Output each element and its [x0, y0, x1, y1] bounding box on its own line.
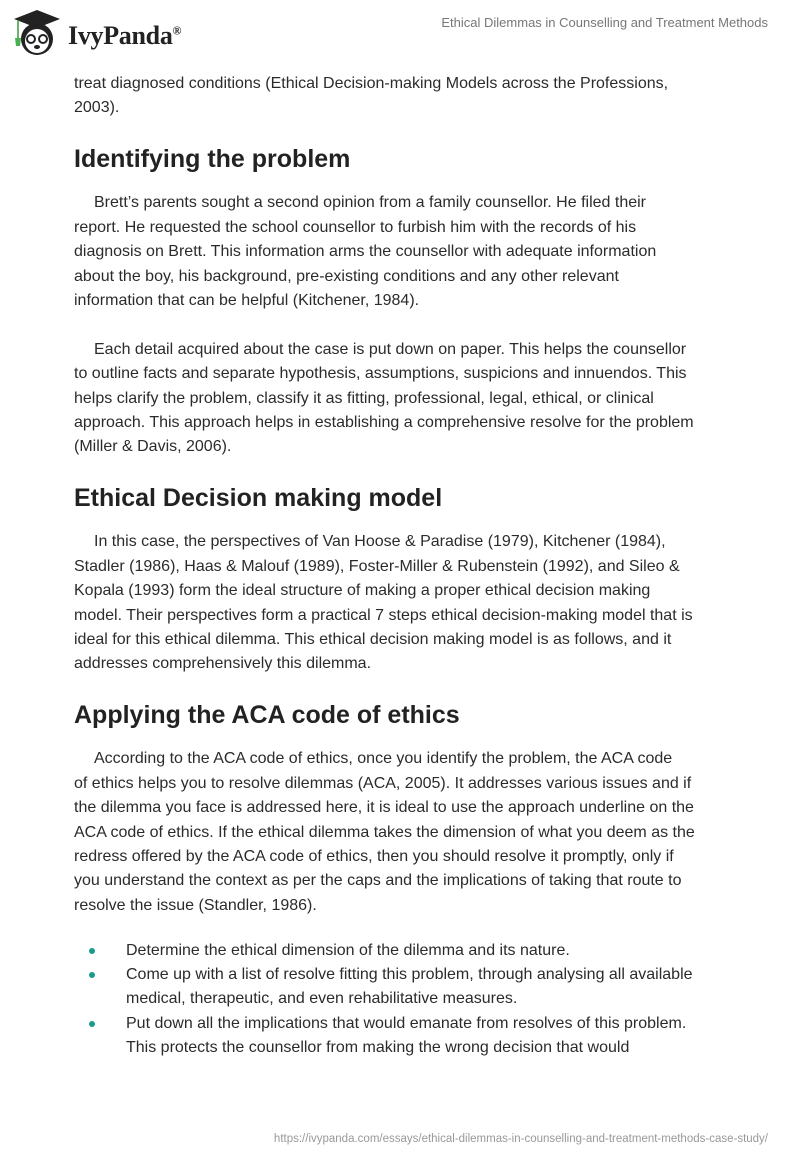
text-line: medical, therapeutic, and even rehabilitative measures.	[126, 990, 518, 1008]
list-item	[74, 939, 734, 963]
text-line: of ethics helps you to resolve dilemmas (ACA, 2005). It addresses various issues and if	[74, 774, 692, 792]
section-heading: Applying the ACA code of ethics	[74, 701, 460, 730]
text-line: report. He requested the school counsellor to furbish him with the records of his	[74, 218, 637, 236]
text-line: Put down all the implications that would emanate from resolves of this problem.	[126, 1014, 687, 1032]
logo-text: IvyPanda	[68, 21, 173, 50]
text-line: about the boy, his background, pre-existing conditions and any other relevant	[74, 267, 619, 285]
text-line: the dilemma you face is addressed here, it is ideal to use the approach underline on the	[74, 799, 694, 817]
text-line: helps clarify the problem, classify it as fitting, professional, legal, ethical, or clinical	[74, 389, 654, 407]
text-line: Kopala (1993) form the ideal structure of making a proper ethical decision making	[74, 582, 651, 600]
text-line: treat diagnosed conditions (Ethical Decision-making Models across the Professions,	[74, 75, 669, 92]
section-heading: Ethical Decision making model	[74, 484, 443, 513]
list-item	[74, 1012, 734, 1061]
text-line: approach. This approach helps in establishing a comprehensive resolve for the problem	[74, 414, 694, 432]
paragraph	[74, 747, 734, 918]
panda-graduate-icon	[12, 8, 62, 58]
paragraph	[74, 338, 734, 460]
text-line: diagnosis on Brett. This information arms the counsellor with adequate information	[74, 243, 657, 261]
text-line: Come up with a list of resolve fitting this problem, through analysing all available	[126, 966, 693, 984]
registered-mark: ®	[172, 23, 182, 38]
text-line: to outline facts and separate hypothesis, assumptions, suspicions and innuendos. This	[74, 365, 687, 383]
text-line: resolve the issue (Standler, 1986).	[74, 896, 317, 914]
text-line: information that can be helpful (Kitchener, 1984).	[74, 291, 420, 309]
text-line: Determine the ethical dimension of the dilemma and its nature.	[126, 941, 570, 959]
text-line: ideal for this ethical dilemma. This ethical decision making model is as follows, and it	[74, 631, 672, 648]
text-line: This protects the counsellor from making the wrong decision that would	[126, 1039, 630, 1057]
intro-paragraph	[74, 72, 734, 121]
text-line: ACA code of ethics. If the ethical dilemma takes the dimension of what you deem as the	[74, 823, 695, 841]
text-line: Stadler (1986), Haas & Malouf (1989), Foster-Miller & Rubenstein (1992), and Sileo &	[74, 557, 680, 575]
paragraph	[74, 191, 734, 313]
bullet-icon	[89, 948, 95, 954]
source-url[interactable]: https://ivypanda.com/essays/ethical-dilemmas-in-counselling-and-treatment-methods-case-study/	[273, 1133, 768, 1145]
text-line: 2003).	[74, 99, 120, 117]
essay-content	[74, 72, 734, 1061]
page-header	[0, 0, 800, 60]
paragraph	[74, 530, 734, 676]
document-title: Ethical Dilemmas in Counselling and Treatment Methods	[441, 15, 768, 30]
list-item	[74, 963, 734, 1012]
text-line: addresses comprehensively this dilemma.	[74, 655, 372, 673]
text-line: In this case, the perspectives of Van Hoose & Paradise (1979), Kitchener (1984),	[94, 533, 666, 551]
bullet-icon	[89, 972, 95, 978]
section-heading: Identifying the problem	[74, 145, 351, 174]
text-line: (Miller & Davis, 2006).	[74, 438, 232, 456]
text-line: redress offered by the ACA code of ethics, then you should resolve it promptly, only if	[74, 847, 674, 865]
text-line: Each detail acquired about the case is put down on paper. This helps the counsellor	[94, 340, 687, 358]
text-line: Brett’s parents sought a second opinion from a family counsellor. He filed their	[94, 194, 646, 212]
ivypanda-logo[interactable]	[12, 8, 181, 58]
text-line: you understand the context as per the caps and the implications of taking that route to	[74, 872, 682, 890]
text-line: model. Their perspectives form a practical 7 steps ethical decision-making model that is	[74, 606, 693, 624]
text-line: According to the ACA code of ethics, once you identify the problem, the ACA code	[94, 750, 673, 768]
bullet-icon	[89, 1021, 95, 1027]
steps-list	[74, 939, 734, 1061]
